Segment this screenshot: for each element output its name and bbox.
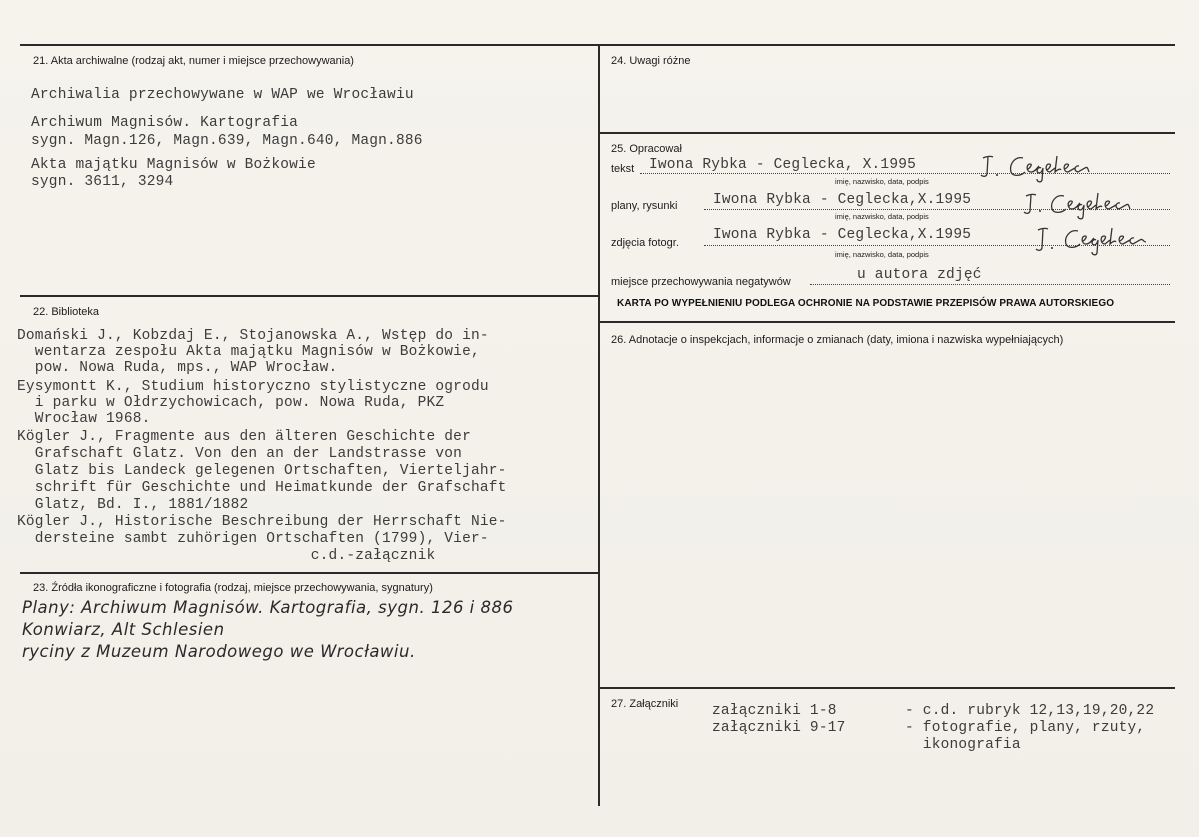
sec22-line: wentarza zespołu Akta majątku Magnisów w Bożkowie, (17, 344, 480, 360)
sec21-line: sygn. Magn.126, Magn.639, Magn.640, Magn.886 (31, 133, 423, 149)
attachment-right: - fotografie, plany, rzuty, (905, 720, 1146, 736)
divider-26-27 (599, 687, 1175, 689)
sec23-line: Plany: Archiwum Magnisów. Kartografia, sygn. 126 i 886 (22, 598, 514, 617)
sec25-caption: imię, nazwisko, data, podpis (835, 212, 929, 221)
copyright-notice: KARTA PO WYPEŁNIENIU PODLEGA OCHRONIE NA PODSTAWIE PRZEPISÓW PRAWA AUTORSKIEGO (617, 298, 1115, 309)
divider-22-23 (20, 572, 599, 574)
negatives-dotline (810, 284, 1170, 285)
divider-21-22 (20, 295, 599, 297)
sec25-row-label: zdjęcia fotogr. (611, 237, 679, 249)
sec22-line: Kögler J., Fragmente aus den älteren Geschichte der (17, 429, 471, 445)
sec26-label: 26. Adnotacje o inspekcjach, informacje o zmianach (daty, imiona i nazwiska wypełniających) (611, 334, 1064, 346)
sec22-line: dersteine sambt zuhörigen Ortschaften (1799), Vier- (17, 531, 489, 547)
sec22-line: Grafschaft Glatz. Von den an der Landstrasse von (17, 446, 463, 462)
divider-24-25 (599, 132, 1175, 134)
sec25-row-label: tekst (611, 163, 635, 175)
sec21-line: Akta majątku Magnisów w Bożkowie (31, 157, 316, 173)
sec22-line: Wrocław 1968. (17, 411, 151, 427)
attachment-right: ikonografia (905, 737, 1021, 753)
attachment-left: załączniki 1-8 (712, 703, 837, 719)
signature-zdjecia (1030, 218, 1165, 258)
sec21-line: Archiwalia przechowywane w WAP we Wrocławiu (31, 87, 414, 103)
sec22-line: c.d.-załącznik (17, 548, 436, 564)
signature-plany (1018, 184, 1148, 220)
sec25-row-value: Iwona Rybka - Ceglecka, X.1995 (649, 157, 917, 173)
sec25-row-value: Iwona Rybka - Ceglecka,X.1995 (713, 227, 972, 243)
sec22-line: Glatz bis Landeck gelegenen Ortschaften, Vierteljahr- (17, 463, 507, 479)
negatives-value: u autora zdjęć (857, 267, 982, 283)
sec22-label: 22. Biblioteka (33, 306, 100, 318)
sec22-line: schrift für Geschichte und Heimatkunde der Grafschaft (17, 480, 507, 496)
sec22-line: Kögler J., Historische Beschreibung der Herrschaft Nie- (17, 514, 507, 530)
sec23-label: 23. Źródła ikonograficzne i fotografia (rodzaj, miejsce przechowywania, sygnatury) (33, 582, 433, 594)
sec25-caption: imię, nazwisko, data, podpis (835, 250, 929, 259)
sec25-caption: imię, nazwisko, data, podpis (835, 177, 929, 186)
divider-25-26 (599, 321, 1175, 323)
attachment-left: załączniki 9-17 (712, 720, 846, 736)
signature-tekst (975, 146, 1115, 184)
attachment-right: - c.d. rubryk 12,13,19,20,22 (905, 703, 1155, 719)
sec25-row-label: plany, rysunki (611, 200, 678, 212)
sec22-line: Glatz, Bd. I., 1881/1882 (17, 497, 249, 513)
sec22-line: Domański J., Kobzdaj E., Stojanowska A., Wstęp do in- (17, 328, 489, 344)
sec21-line: Archiwum Magnisów. Kartografia (31, 115, 299, 131)
sec23-line: Konwiarz, Alt Schlesien (22, 620, 225, 639)
sec25-row-value: Iwona Rybka - Ceglecka,X.1995 (713, 192, 972, 208)
center-divider (598, 44, 600, 806)
sec25-label: 25. Opracował (611, 143, 682, 155)
sec21-label: 21. Akta archiwalne (rodzaj akt, numer i miejsce przechowywania) (33, 55, 354, 67)
sec27-label: 27. Załączniki (611, 698, 679, 710)
sec23-line: ryciny z Muzeum Narodowego we Wrocławiu. (22, 642, 416, 661)
sec24-label: 24. Uwagi różne (611, 55, 691, 67)
negatives-label: miejsce przechowywania negatywów (611, 276, 791, 288)
sec22-line: pow. Nowa Ruda, mps., WAP Wrocław. (17, 360, 338, 376)
sec21-line: sygn. 3611, 3294 (31, 174, 174, 190)
sec22-line: i parku w Ołdrzychowicach, pow. Nowa Ruda, PKZ (17, 395, 445, 411)
sec22-line: Eysymontt K., Studium historyczno stylistyczne ogrodu (17, 379, 489, 395)
